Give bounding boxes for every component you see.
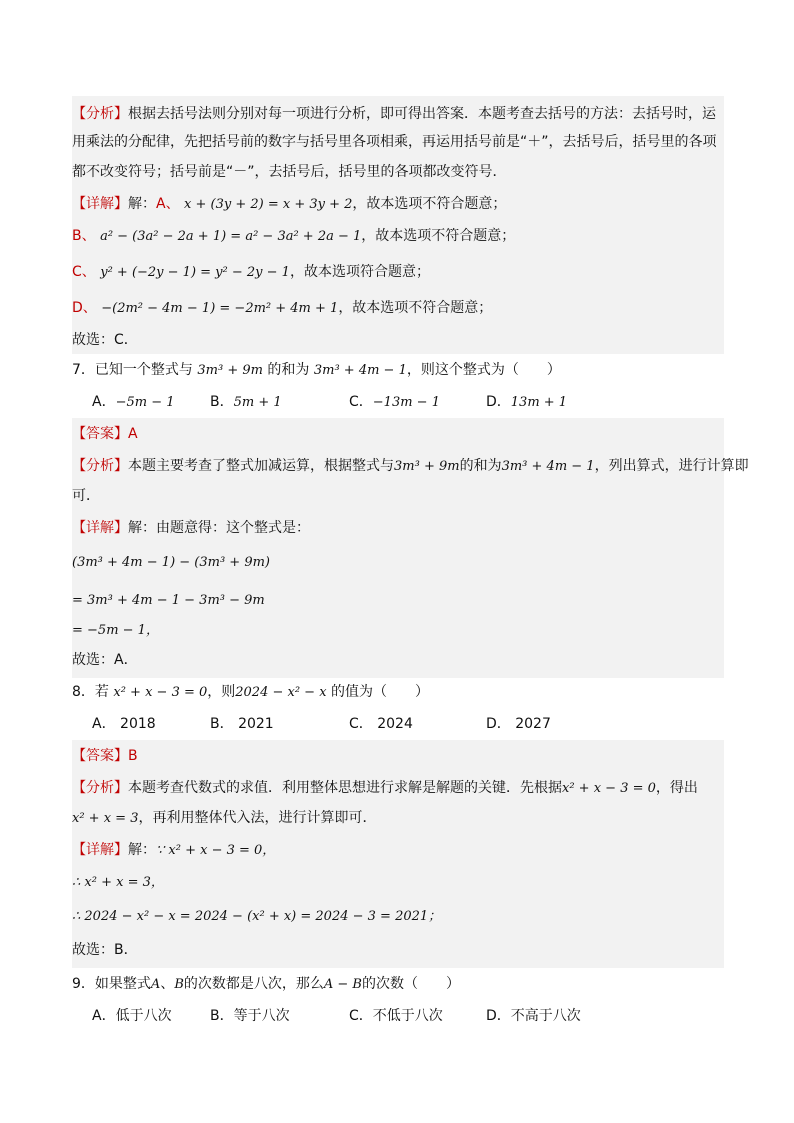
option-d[interactable]: D．13m + 1	[486, 394, 568, 410]
q8-analysis-1: 【分析】本题考查代数式的求值．利用整体思想进行求解是解题的关键．先根据x² + x − 3 = 0，得出	[72, 780, 698, 796]
option-c[interactable]: C．不低于八次	[349, 1008, 443, 1024]
q8-choice: 故选：B．	[72, 942, 138, 958]
detail-line-b: B、 a² − (3a² − 2a + 1) = a² − 3a² + 2a − 1，故本选项不符合题意；	[72, 228, 516, 244]
option-a[interactable]: A． 2018	[92, 716, 156, 732]
option-b[interactable]: B． 2021	[210, 716, 274, 732]
detail-a-math: x + (3y + 2) = x + 3y + 2	[184, 197, 353, 212]
question-8-stem: 8．若 x² + x − 3 = 0，则2024 − x² − x 的值为（ ）	[72, 684, 429, 700]
analysis-line-2: 用乘法的分配律，先把括号前的数字与括号里各项相乘，再运用括号前是“＋”，去括号后，括号里的各项	[72, 134, 717, 150]
q7-step-1: (3m³ + 4m − 1) − (3m³ + 9m)	[72, 555, 271, 570]
q8-step-3: ∴ 2024 − x² − x = 2024 − (x² + x) = 2024 − 3 = 2021；	[72, 909, 442, 924]
option-d[interactable]: D． 2027	[486, 716, 551, 732]
option-b[interactable]: B．5m + 1	[210, 394, 282, 410]
q7-analysis-1: 【分析】本题主要考查了整式加减运算，根据整式与3m³ + 9m的和为3m³ + 4m − 1，列出算式，进行计算即	[72, 458, 749, 474]
detail-b-math: a² − (3a² − 2a + 1) = a² − 3a² + 2a − 1	[100, 229, 362, 244]
option-a[interactable]: A．−5m − 1	[92, 394, 175, 410]
option-c[interactable]: C． 2024	[349, 716, 413, 732]
choice-line: 故选：C．	[72, 332, 138, 348]
q8-analysis-2: x² + x = 3，再利用整体代入法，进行计算即可．	[72, 810, 377, 826]
option-b[interactable]: B．等于八次	[210, 1008, 290, 1024]
detail-line-c: C、 y² + (−2y − 1) = y² − 2y − 1，故本选项符合题意；	[72, 264, 430, 280]
analysis-tag: 【分析】	[72, 106, 128, 122]
q7-step-2: = 3m³ + 4m − 1 − 3m³ − 9m	[72, 593, 265, 608]
option-d[interactable]: D．不高于八次	[486, 1008, 581, 1024]
detail-line-a: 【详解】解：A、 x + (3y + 2) = x + 3y + 2，故本选项不符合题意；	[72, 196, 507, 212]
q8-answer: 【答案】B	[72, 748, 138, 764]
option-a[interactable]: A．低于八次	[92, 1008, 172, 1024]
q8-step-2: ∴ x² + x = 3，	[72, 875, 164, 890]
question-8-options	[72, 714, 724, 734]
q7-analysis-2: 可．	[72, 488, 100, 504]
q7-choice: 故选：A．	[72, 652, 138, 668]
question-9-options	[72, 1006, 724, 1026]
question-7-stem: 7．已知一个整式与 3m³ + 9m 的和为 3m³ + 4m − 1，则这个整式为（ ）	[72, 362, 561, 378]
q7-detail: 【详解】解：由题意得：这个整式是：	[72, 520, 310, 536]
question-7-options	[72, 392, 724, 412]
q7-step-3: = −5m − 1，	[72, 623, 159, 638]
analysis-line-3: 都不改变符号；括号前是“－”，去括号后，括号里的各项都改变符号．	[72, 164, 507, 180]
detail-d-math: −(2m² − 4m − 1) = −2m² + 4m + 1	[101, 301, 339, 316]
q8-detail: 【详解】解：∵ x² + x − 3 = 0，	[72, 842, 276, 858]
q7-answer: 【答案】A	[72, 426, 138, 442]
question-9-stem: 9．如果整式A、B的次数都是八次，那么A − B的次数（ ）	[72, 976, 460, 992]
detail-c-math: y² + (−2y − 1) = y² − 2y − 1	[100, 265, 290, 280]
detail-line-d: D、 −(2m² − 4m − 1) = −2m² + 4m + 1，故本选项不符合题意；	[72, 300, 493, 316]
option-c[interactable]: C．−13m − 1	[349, 394, 440, 410]
detail-tag: 【详解】	[72, 196, 128, 212]
analysis-line-1: 【分析】根据去括号法则分别对每一项进行分析，即可得出答案．本题考查去括号的方法：去括号时，运	[72, 106, 716, 122]
